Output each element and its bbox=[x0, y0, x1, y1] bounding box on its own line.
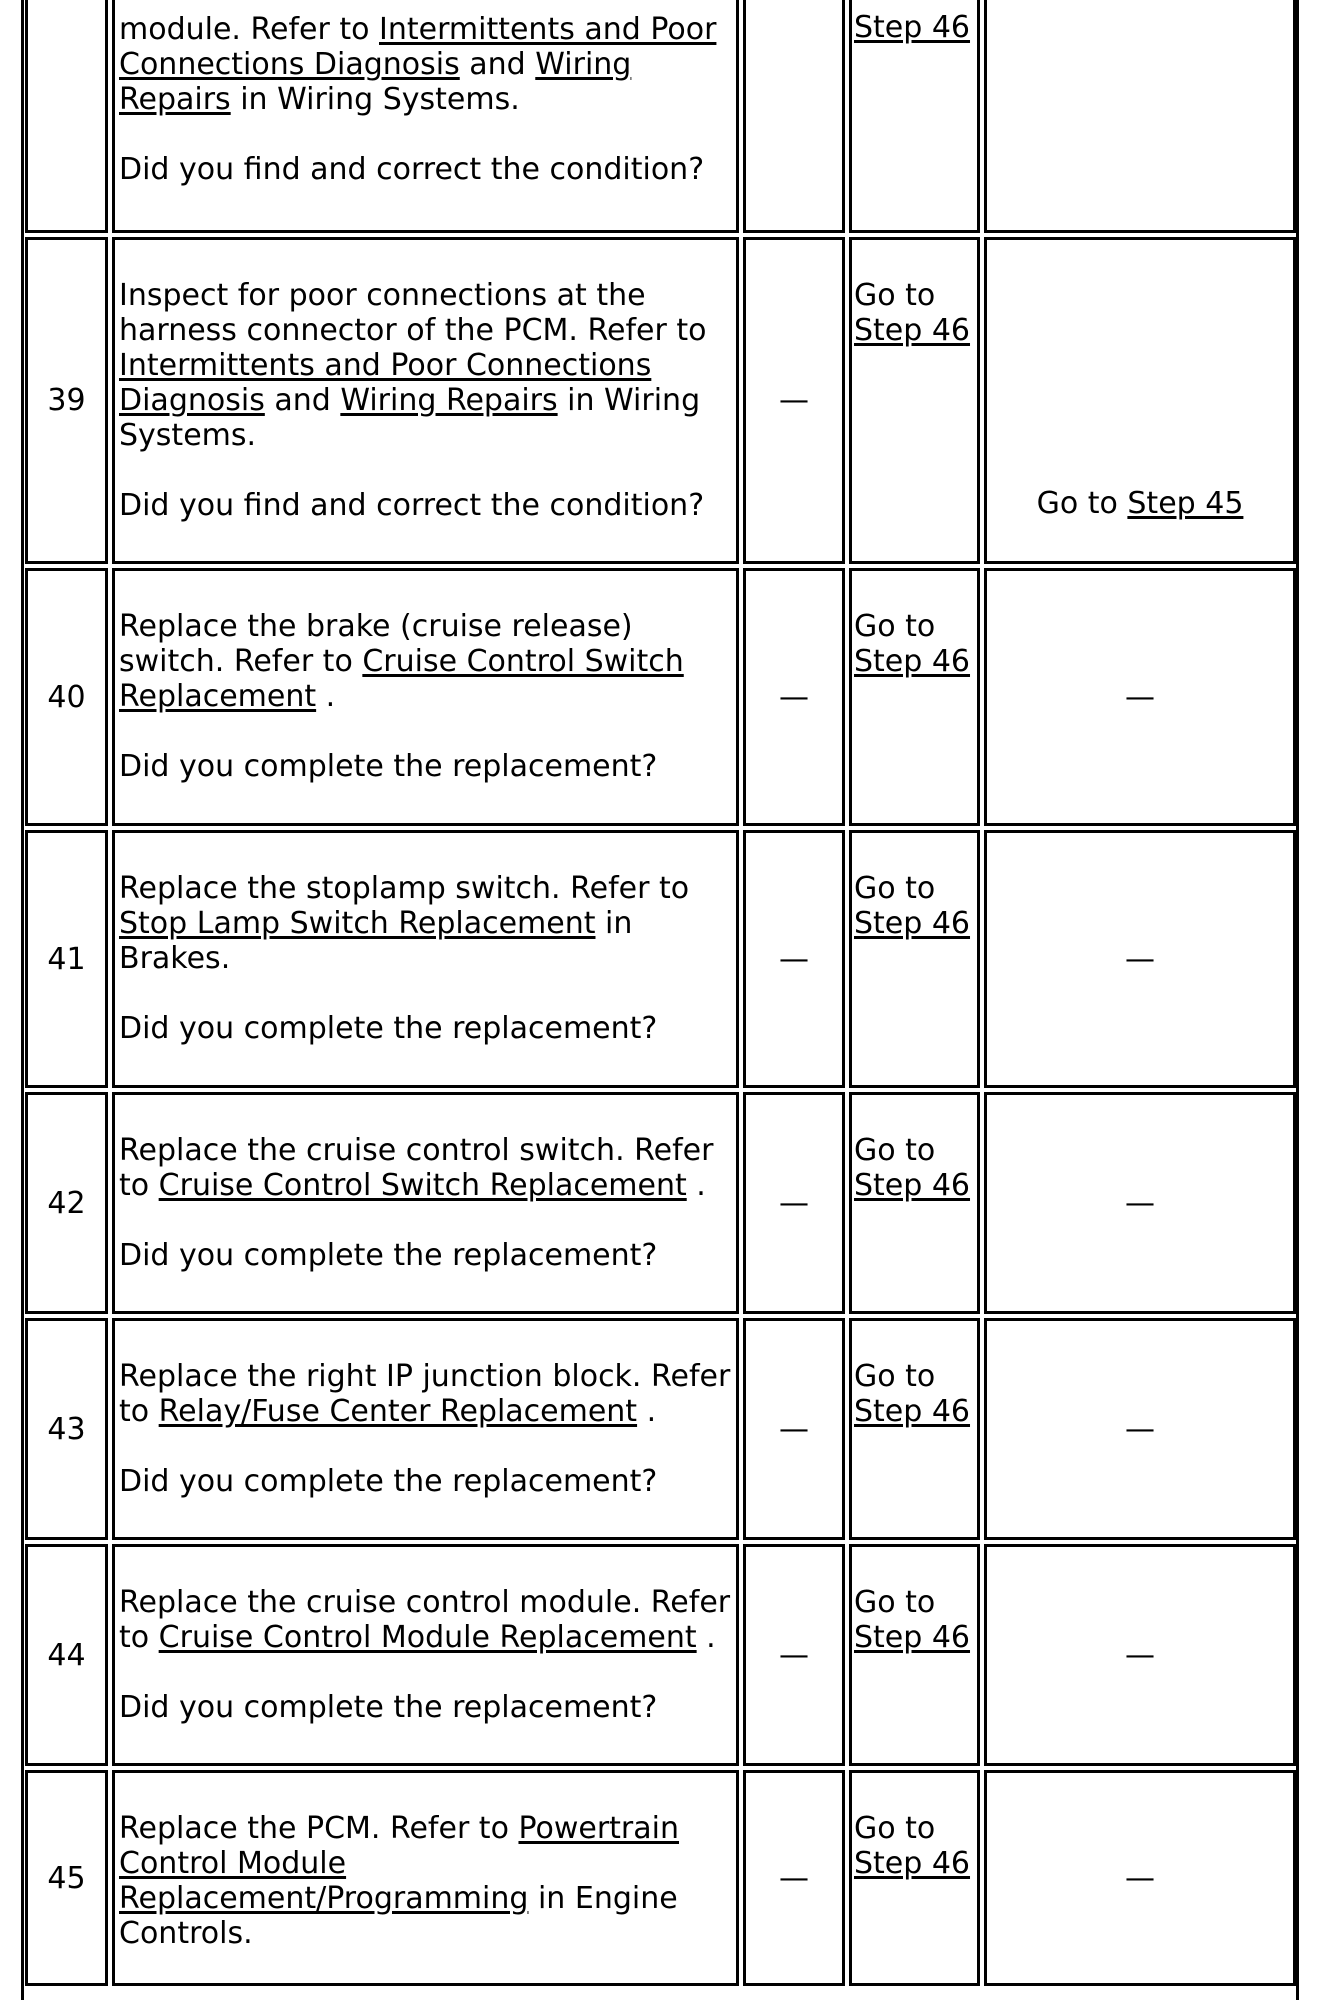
action-text: module. Refer to bbox=[119, 12, 379, 47]
yes-cell-41 bbox=[849, 830, 980, 1088]
go-to-text: Go to bbox=[854, 1585, 936, 1620]
step-number-39: 39 bbox=[25, 237, 108, 564]
action-text: in Engine Controls. bbox=[119, 1881, 678, 1951]
action-cell-42 bbox=[112, 1092, 739, 1314]
no-cell-42: — bbox=[984, 1092, 1296, 1314]
action-cell-45 bbox=[112, 1770, 739, 1986]
step-46-link[interactable]: Step 46 bbox=[854, 1168, 971, 1203]
no-cell-45: — bbox=[984, 1770, 1296, 1986]
step-46-link[interactable]: Step 46 bbox=[854, 313, 971, 348]
yes-cell-44 bbox=[849, 1544, 980, 1766]
action-text: Replace the right IP junction block. Refer to bbox=[119, 1359, 731, 1429]
value-cell-43: — bbox=[743, 1318, 845, 1540]
no-cell-39 bbox=[984, 237, 1296, 564]
question-text: Did you complete the replacement? bbox=[119, 749, 658, 784]
go-to-text: Go to bbox=[854, 609, 936, 644]
action-text: in Brakes. bbox=[119, 906, 633, 976]
yes-cell-39 bbox=[849, 237, 980, 564]
question-text: Did you complete the replacement? bbox=[119, 1464, 658, 1499]
value-cell-39: — bbox=[743, 237, 845, 564]
go-to-text: Go to bbox=[854, 1811, 936, 1846]
yes-cell-43 bbox=[849, 1318, 980, 1540]
step-46-link[interactable]: Step 46 bbox=[854, 644, 971, 679]
step-46-link[interactable]: Step 46 bbox=[854, 1620, 971, 1655]
relay-fuse-center-replacement-link[interactable]: Relay/Fuse Center Replacement bbox=[158, 1394, 638, 1429]
powertrain-control-module-replacement-link[interactable]: Powertrain Control Module Replacement/Programming bbox=[119, 1811, 680, 1916]
intermittents-link[interactable]: Intermittents and Poor Connections Diagnosis bbox=[119, 12, 717, 82]
action-text: Replace the brake (cruise release) switch. Refer to bbox=[119, 609, 633, 679]
step-number-42: 42 bbox=[25, 1092, 108, 1314]
no-cell-40: — bbox=[984, 568, 1296, 826]
action-cell-43 bbox=[112, 1318, 739, 1540]
question-text: Did you complete the replacement? bbox=[119, 1011, 658, 1046]
no-cell-44: — bbox=[984, 1544, 1296, 1766]
no-cell-43: — bbox=[984, 1318, 1296, 1540]
action-text: . bbox=[696, 1620, 716, 1655]
wiring-repairs-link[interactable]: Wiring Repairs bbox=[340, 383, 558, 418]
action-text: Replace the PCM. Refer to bbox=[119, 1811, 519, 1846]
value-cell-40: — bbox=[743, 568, 845, 826]
yes-cell-40 bbox=[849, 568, 980, 826]
action-text: . bbox=[316, 679, 336, 714]
action-text: Replace the cruise control switch. Refer to bbox=[119, 1133, 714, 1203]
go-to-text: Go to bbox=[854, 1133, 936, 1168]
intermittents-link[interactable]: Intermittents and Poor Connections Diagnosis bbox=[119, 348, 652, 418]
value-cell-42: — bbox=[743, 1092, 845, 1314]
step-46-link[interactable]: Step 46 bbox=[854, 10, 971, 45]
action-cell-40 bbox=[112, 568, 739, 826]
go-to-text: Go to bbox=[854, 1359, 936, 1394]
step-number-45: 45 bbox=[25, 1770, 108, 1986]
value-cell-41: — bbox=[743, 830, 845, 1088]
action-text: Replace the cruise control module. Refer to bbox=[119, 1585, 731, 1655]
step-number-40: 40 bbox=[25, 568, 108, 826]
cruise-control-module-replacement-link[interactable]: Cruise Control Module Replacement bbox=[158, 1620, 697, 1655]
action-text: . bbox=[686, 1168, 706, 1203]
step-number-44: 44 bbox=[25, 1544, 108, 1766]
action-text: Inspect for poor connections at the harness connector of the PCM. Refer to bbox=[119, 278, 707, 348]
action-cell-39 bbox=[112, 237, 739, 564]
yes-cell-42 bbox=[849, 1092, 980, 1314]
action-text: and bbox=[459, 47, 536, 82]
action-text: in Wiring Systems. bbox=[119, 383, 701, 453]
wiring-repairs-link[interactable]: Wiring Repairs bbox=[119, 47, 632, 117]
go-to-text: Go to bbox=[1036, 486, 1128, 521]
question-text: Did you complete the replacement? bbox=[119, 1238, 658, 1273]
step-46-link[interactable]: Step 46 bbox=[854, 1846, 971, 1881]
action-cell-fragment bbox=[112, 0, 739, 233]
stop-lamp-switch-replacement-link[interactable]: Stop Lamp Switch Replacement bbox=[119, 906, 596, 941]
value-cell-44: — bbox=[743, 1544, 845, 1766]
action-text: and bbox=[264, 383, 341, 418]
question-text: Did you find and correct the condition? bbox=[119, 488, 705, 523]
action-text: in Wiring Systems. bbox=[230, 82, 520, 117]
step-45-link[interactable]: Step 45 bbox=[1127, 486, 1244, 521]
step-cell-fragment bbox=[25, 0, 108, 233]
no-cell-fragment bbox=[984, 0, 1296, 233]
action-text: Replace the stoplamp switch. Refer to bbox=[119, 871, 690, 906]
step-number-41: 41 bbox=[25, 830, 108, 1088]
yes-cell-45 bbox=[849, 1770, 980, 1986]
question-text: Did you complete the replacement? bbox=[119, 1690, 658, 1725]
question-text: Did you find and correct the condition? bbox=[119, 152, 705, 187]
action-cell-44 bbox=[112, 1544, 739, 1766]
cruise-control-switch-replacement-link[interactable]: Cruise Control Switch Replacement bbox=[158, 1168, 687, 1203]
action-text: . bbox=[637, 1394, 657, 1429]
action-cell-41 bbox=[112, 830, 739, 1088]
step-46-link[interactable]: Step 46 bbox=[854, 1394, 971, 1429]
go-to-text: Go to bbox=[854, 278, 936, 313]
value-cell-45: — bbox=[743, 1770, 845, 1986]
step-number-43: 43 bbox=[25, 1318, 108, 1540]
go-to-text: Go to bbox=[854, 871, 936, 906]
step-46-link[interactable]: Step 46 bbox=[854, 906, 971, 941]
cruise-control-switch-replacement-link[interactable]: Cruise Control Switch Replacement bbox=[119, 644, 684, 714]
no-cell-41: — bbox=[984, 830, 1296, 1088]
value-cell-fragment bbox=[743, 0, 845, 233]
yes-cell-fragment bbox=[849, 0, 980, 233]
